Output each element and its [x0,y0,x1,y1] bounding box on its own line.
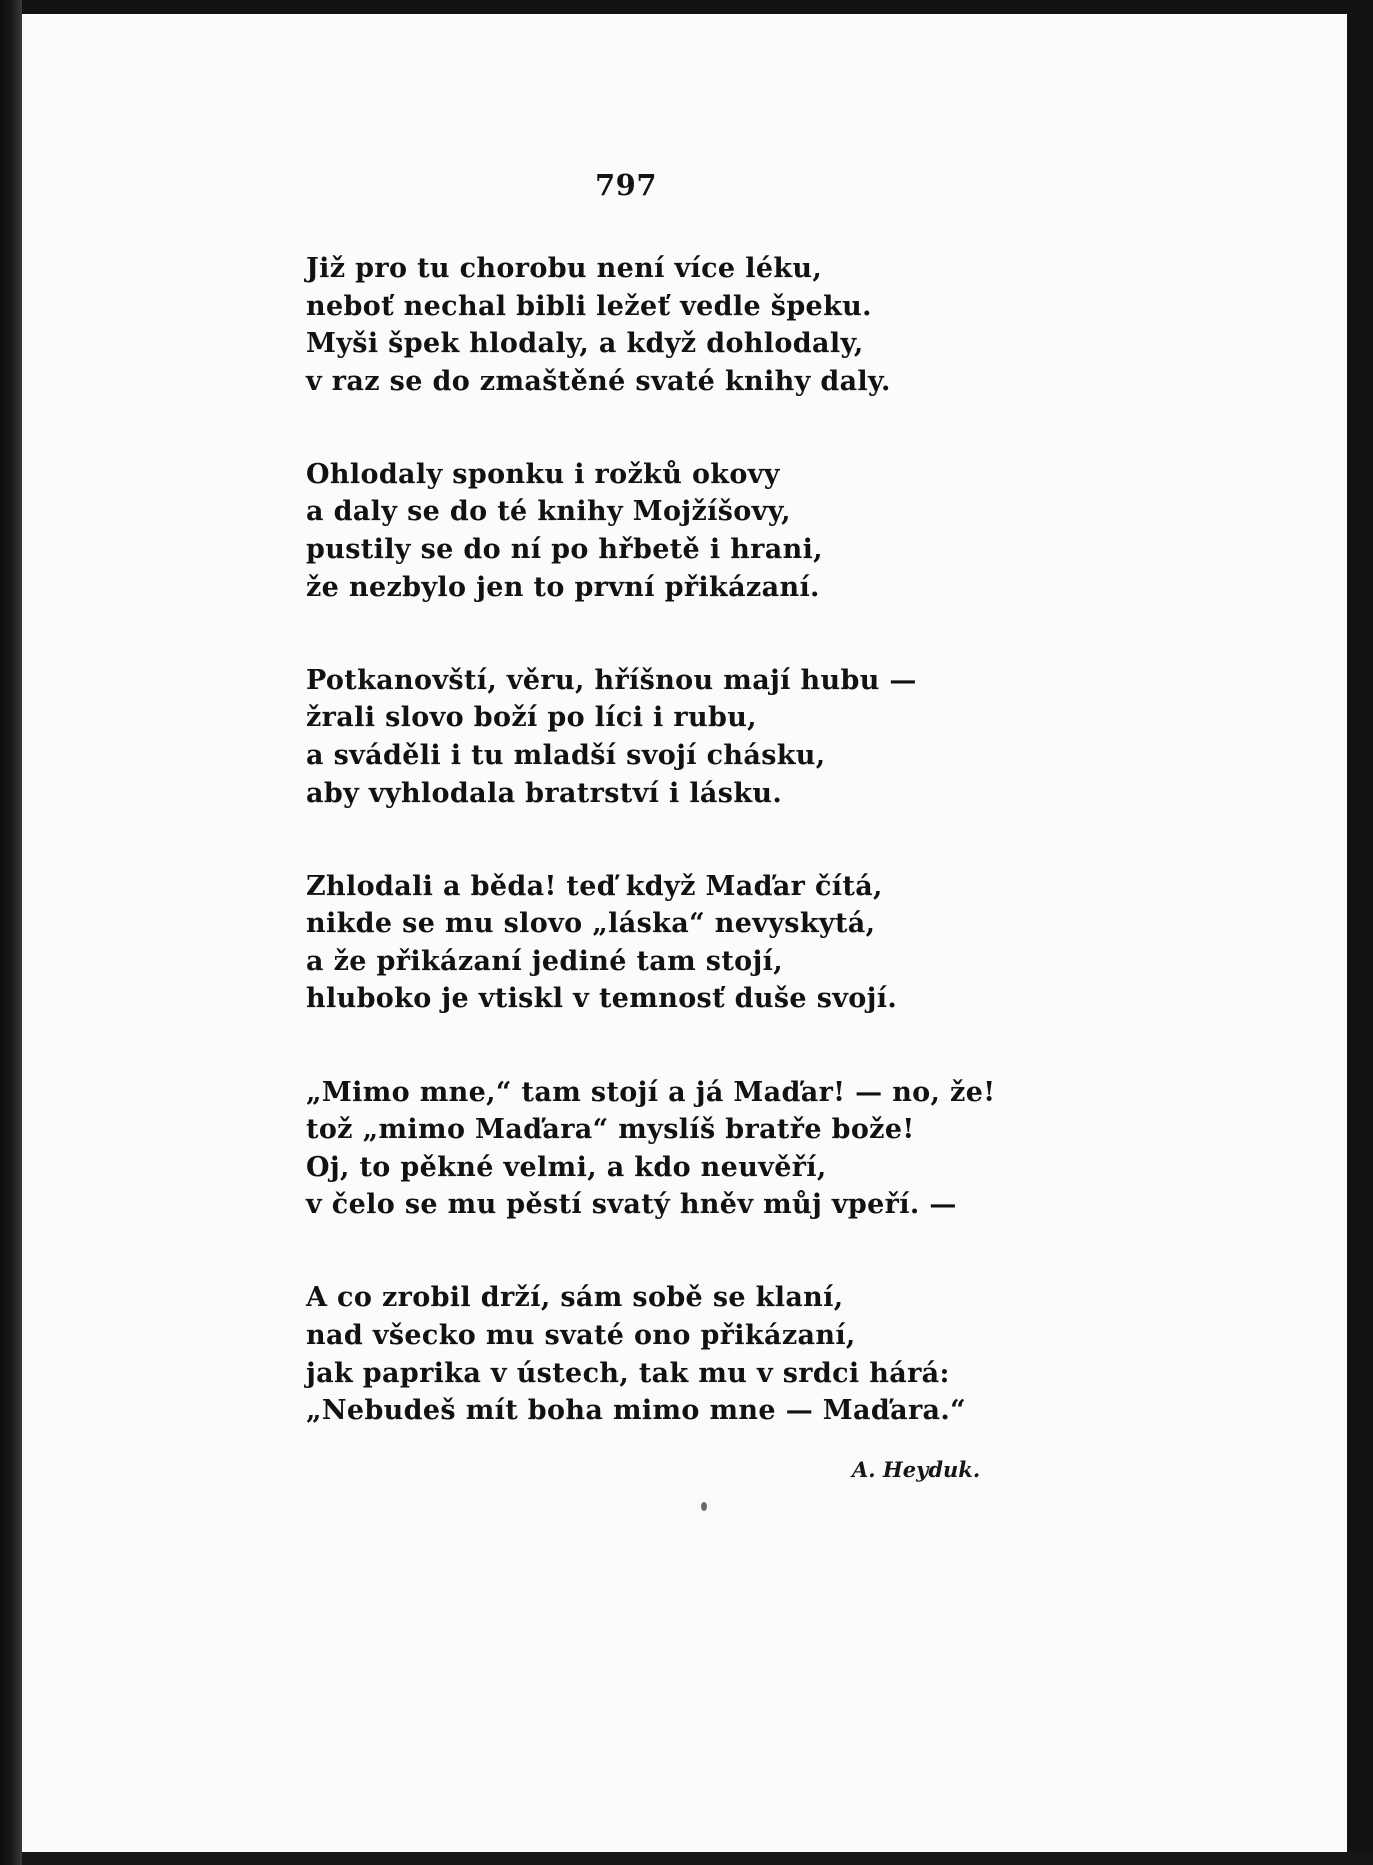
stanza-6 [306,1279,1066,1429]
scan-bottom-edge [22,1852,1373,1865]
stanza-2 [306,456,1066,606]
poem-line: „Mimo mne,“ tam stojí a já Maďar! — no, že! [306,1076,996,1108]
poem-line: že nezbylo jen to první přikázaní. [306,571,820,603]
poem-line: A co zrobil drží, sám sobě se klaní, [306,1282,844,1314]
binding-edge [0,0,22,1865]
poem-line: Již pro tu chorobu není více léku, [306,253,823,284]
poem-line: tož „mimo Maďara“ myslíš bratře bože! [306,1114,915,1146]
poem-line: hluboko je vtiskl v temnosť duše svojí. [306,983,898,1015]
poem-line: aby vyhlodala bratrství i lásku. [306,777,783,809]
poem-line: Ohlodaly sponku i rožků okovy [306,458,780,490]
poem-line: Potkanovští, věru, hříšnou mají hubu — [306,664,917,696]
stanza-1 [306,250,1066,400]
poem-line: nikde se mu slovo „láska“ nevyskytá, [306,908,876,940]
poem-line: nad všecko mu svaté ono přikázaní, [306,1319,856,1351]
poem-line: Zhlodali a běda! teď když Maďar čítá, [306,870,883,902]
poem-line: a že přikázaní jediné tam stojí, [306,945,784,977]
stanza-4 [306,868,1066,1018]
poem-line: neboť nechal bibli ležeť vedle špeku. [306,290,872,322]
poem [306,250,1066,1430]
stanza-5 [306,1074,1066,1224]
poem-line: Myši špek hlodaly, a když dohlodaly, [306,328,864,360]
poem-line: v čelo se mu pěstí svatý hněv můj vpeří. — [306,1189,957,1221]
page-number: 797 [595,168,658,202]
poem-line: a daly se do té knihy Mojžíšovy, [306,496,791,528]
poem-line: jak paprika v ústech, tak mu v srdci hárá: [306,1357,950,1389]
poem-line: Oj, to pěkné velmi, a kdo neuvěří, [306,1151,827,1183]
poem-line: a sváděli i tu mladší svojí chásku, [306,739,826,771]
poem-line: pustily se do ní po hřbetě i hrani, [306,534,823,566]
print-speck [701,1502,707,1511]
poem-line: v raz se do zmaštěné svaté knihy daly. [306,365,891,397]
poem-line: žrali slovo boží po líci i rubu, [306,702,757,734]
poem-line: „Nebudeš mít boha mimo mne — Maďara.“ [306,1395,967,1427]
author-signature: A. Heyduk. [852,1457,981,1482]
stanza-3 [306,662,1066,812]
